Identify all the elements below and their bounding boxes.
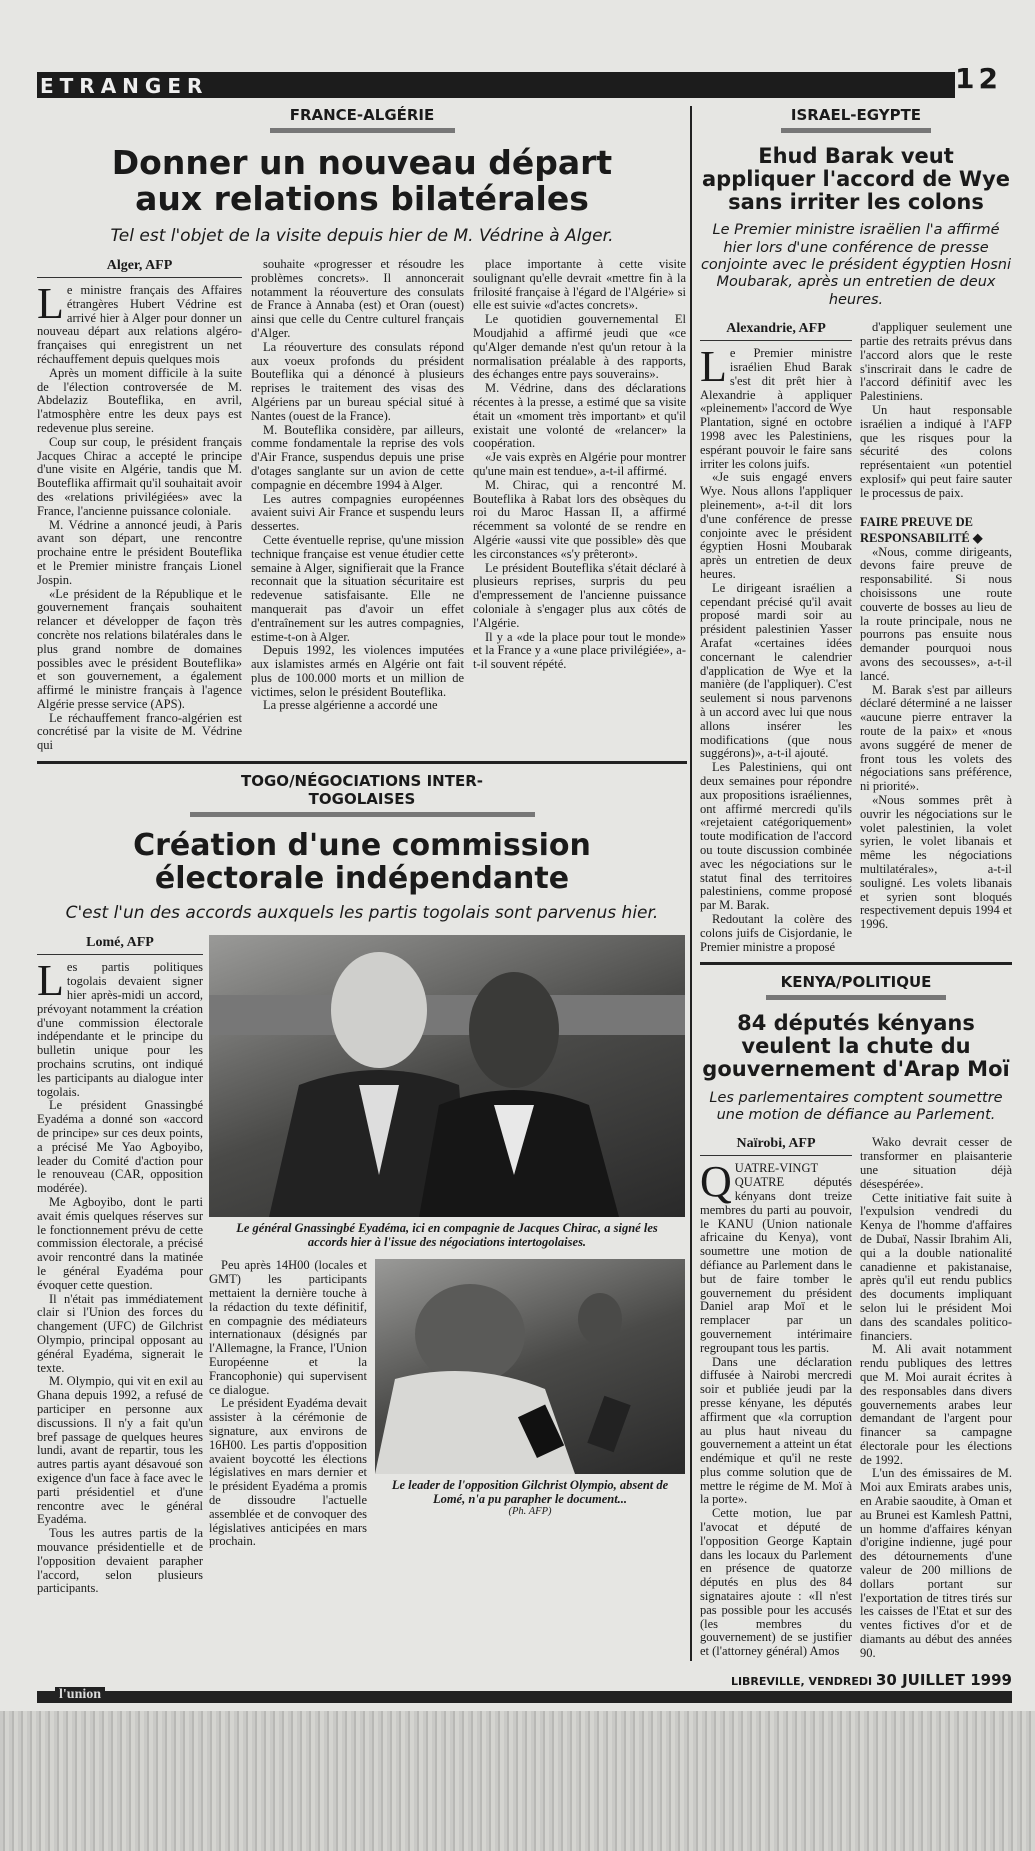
- kicker-israel-egypte: ISRAEL-EGYPTE: [781, 106, 931, 133]
- headline-israel-egypte: Ehud Barak veut appliquer l'accord de Wye sans irriter les colons: [701, 144, 1011, 215]
- paragraph: Les Palestiniens, qui ont deux semaines pour répondre aux propositions israéliennes, ont affirmé mercredi qu'ils «rejetaient catégoriquement» toute modification de l'accord ou toute discussion combinée avec les négociations sur le statut final des territoires palestiniens, comme proposé par M. Barak.: [700, 760, 852, 913]
- paragraph: Les partis politiques togolais devaient signer hier après-midi un accord, prévoyant notamment la création d'une commission électorale indépendante et le principe du bulletin unique pour les prochains scrutins, ont indiqué les participants au dialogue inter togolais.: [37, 956, 203, 1099]
- dateline: Naïrobi, AFP: [700, 1136, 852, 1156]
- dateline: Lomé, AFP: [37, 935, 203, 955]
- paragraph: Le dirigeant israélien a cependant précisé qu'il avait proposé mardi soir au président palestinien Yasser Arafat «certaines idées concernant le calendrier d'application de Wye et la manière (de l'appliquer). C'est seulement si nous parvenons à un accord avec lui que nous allons insérer les modifications (que nous suggérons)», a-t-il ajouté.: [700, 580, 852, 761]
- article-text: [37, 956, 203, 1596]
- issue-date: [731, 1671, 1012, 1691]
- togo-lower: [209, 1259, 685, 1549]
- subhead: FAIRE PREUVE DE RESPONSABILITÉ ◆: [860, 514, 983, 545]
- paragraph: Peu après 14H00 (locales et GMT) les participants mettaient la dernière touche à la rédaction du texte définitif, en compagnie des médiateurs internationaux (désignés par l'Allemagne, la France, l'Union Européenne et la Francophonie) qui supervisent ce dialogue.: [209, 1258, 367, 1397]
- paragraph: QUATRE-VINGT QUATRE députés kényans dont treize membres du parti au pouvoir, le KANU (Union nationale africaine du Kenya), vont soumettre une motion de défiance au Parlement dans le but de faire tomber le gouvernement du président Daniel arap Moï et le remplacer par un gouvernement intérimaire regroupant tous les partis.: [700, 1157, 852, 1355]
- page-header: [0, 0, 1035, 100]
- article-column: [860, 321, 1012, 932]
- paragraph: «Le président de la République et le gouvernement français souhaitent relancer et développer de façon très concrète nos relations bilatérales dans le plus grand nombre de domaines possibles avec le président Bouteflika» et son gouvernement, a également affirmé le ministre français à l'agence Algérie presse service (APS).: [37, 586, 242, 711]
- article-text: [860, 321, 1012, 500]
- divider: [700, 962, 1012, 965]
- dateline: Alger, AFP: [37, 258, 242, 278]
- article-france-algerie: [37, 258, 687, 753]
- article-text: [860, 1136, 1012, 1660]
- photo-olympio: [375, 1259, 685, 1474]
- article-kenya: [700, 1136, 1012, 1660]
- subtitle-togo: C'est l'un des accords auxquels les partis togolais sont parvenus hier.: [65, 903, 659, 924]
- paragraph: Le réchauffement franco-algérien est concrétisé par la visite de M. Védrine qui: [37, 710, 242, 753]
- paragraph: M. Ali avait notamment rendu publiques des lettres que M. Moi aurait écrites à des responsables dans divers gouvernements arabes leur demandant de l'argent pour financer sa campagne électorale pour les élections de 1992.: [860, 1342, 1012, 1467]
- subtitle-kenya: Les parlementaires comptent soumettre une motion de défiance au Parlement.: [709, 1089, 1003, 1123]
- paragraph: Le ministre français des Affaires étrangères Hubert Védrine est arrivé hier à Alger pour donner un nouveau départ aux relations algéro-françaises qui enregistrent un net réchauffement depuis quelques mois: [37, 278, 242, 366]
- headline-kenya: 84 députés kényans veulent la chute du gouvernement d'Arap Moï: [702, 1011, 1010, 1082]
- paragraph: L'un des émissaires de M. Moi aux Emirats arabes unis, en Arabie saoudite, à Oman et au Brunei est Kamlesh Pattni, un homme d'affaires kényan d'origine indienne, jugé pour des détournements d'une valeur de 200 millions de dollars portant sur l'exportation de titres tirés sur les caisses de l'Etat et sur des ventes fictives d'or et de diamants au début des années 90.: [860, 1466, 1012, 1660]
- article-text: [860, 546, 1012, 932]
- paragraph: Les autres compagnies européennes avaient suivi Air France et suspendu leurs dessertes.: [251, 491, 464, 534]
- photo-block: [375, 1259, 685, 1517]
- paragraph: M. Bouteflika considère, par ailleurs, comme fondamentale la reprise des vols d'Air France, suspendus depuis une prise d'otages sanglante sur un avion de cette compagnie en décembre 1994 à Alger.: [251, 422, 464, 492]
- paragraph: Après un moment difficile à la suite de l'élection controversée de M. Abdelaziz Bouteflika, en avril, l'atmosphère entre les deux pays est redevenue plus sereine.: [37, 365, 242, 435]
- paragraph: Il n'était pas immédiatement clair si l'Union des forces du changement (UFC) de Gilchrist Olympio, principal opposant au général Eyadéma, signerait le texte.: [37, 1291, 203, 1375]
- paragraph: Le quotidien gouvernemental El Moudjahid a affirmé jeudi que «ce qu'Alger demande n'est qu'un retour à la normalisation préalable à des rapports, des échanges entre pays souverains».: [473, 312, 686, 382]
- paragraph: Depuis 1992, les violences imputées aux islamistes armés en Algérie ont fait plus de 100.000 morts et un million de victimes, selon le président Bouteflika.: [251, 643, 464, 699]
- article-text: [700, 342, 852, 954]
- footer-bar: [37, 1671, 1012, 1703]
- paragraph: Me Agboyibo, dont le parti avait émis quelques réserves sur le fonctionnement prévu de cette commission électorale, a précisé avoir rencontré dans la matinée le général Eyadéma pour évoquer cette question.: [37, 1195, 203, 1292]
- newspaper-name: l'union: [55, 1687, 105, 1703]
- paragraph: La presse algérienne a accordé une: [263, 698, 438, 713]
- photo-caption: Le leader de l'opposition Gilchrist Olympio, absent de Lomé, n'a pu parapher le document...: [391, 1478, 669, 1507]
- kicker-togo: TOGO/NÉGOCIATIONS INTER-TOGOLAISES: [190, 772, 535, 817]
- issue-place-day: LIBREVILLE, VENDREDI: [730, 1674, 873, 1688]
- paragraph: Coup sur coup, le président français Jacques Chirac a accepté le principe d'une visite en Algérie, tandis que M. Bouteflika affirmait qu'il souhaitait avoir des «relations privilégiées» avec la France, l'ancienne puissance coloniale.: [37, 434, 242, 518]
- article-text: [37, 278, 242, 753]
- article-text: [209, 1259, 367, 1549]
- headline-france-algerie: Donner un nouveau départ aux relations bilatérales: [111, 143, 613, 219]
- scan-background: [0, 1711, 1035, 1851]
- photo-figures: [375, 1259, 685, 1474]
- page-body: [37, 106, 1012, 1661]
- subtitle-france-algerie: Tel est l'objet de la visite depuis hier de M. Védrine à Alger.: [110, 225, 614, 246]
- photo-eyadema-chirac: [209, 935, 685, 1217]
- subtitle-israel-egypte: Le Premier ministre israëlien l'a affirmé hier lors d'une conférence de presse conjointe avec le président égyptien Hosni Moubarak, après un entretien de deux heures.: [700, 222, 1012, 308]
- photo-credit: (Ph. AFP): [508, 1506, 552, 1518]
- paragraph: d'appliquer seulement une partie des retraits prévus dans l'accord alors que le reste s'inscrirait dans le cadre de l'accord définitif avec les Palestiniens.: [860, 320, 1012, 404]
- paragraph: «Nous, comme dirigeants, devons faire preuve de responsabilité. Si nous choisissons une route couverte de bosses au lieu de la route principale, nous ne pourrons pas ensuite nous demander pourquoi nous avons des secousses», a-t-il lancé.: [860, 544, 1012, 683]
- paragraph: place importante à cette visite soulignant qu'elle devrait «mettre fin à la frilosité française à l'égard de l'Algérie» si elle est suivie «d'actes concrets».: [473, 256, 686, 313]
- page-number: 12: [955, 62, 1002, 95]
- photo-figures: [209, 935, 685, 1217]
- paragraph: M. Barak s'est par ailleurs déclaré déterminé a ne laisser «aucune pierre entraver la route de la paix» et «nous avons suggéré de mener de front tous les volets des négociations sans préférence, ni priorité».: [860, 682, 1012, 794]
- paragraph: M. Védrine, dans des déclarations récentes à la presse, a estimé que sa visite était un «moment très important» et qu'il existait une volonté de «relancer» la coopération.: [473, 381, 686, 451]
- article-column: [700, 321, 852, 954]
- paragraph: «Nous sommes prêt à ouvrir les négociations sur le volet palestinien, la volet syrien, le volet libanais et même les négociations multilatérales», a-t-il souligné. Les volets libanais et syrien sont bloqués respectivement depuis 1994 et 1996.: [860, 792, 1012, 932]
- article-column: [37, 935, 203, 1596]
- paragraph: «Je vais exprès en Algérie pour montrer qu'une main est tendue», a-t-il affirmé.: [473, 450, 686, 478]
- headline-togo: Création d'une commission électorale indépendante: [133, 828, 591, 897]
- article-text: [473, 258, 686, 672]
- kicker-kenya: KENYA/POLITIQUE: [766, 973, 946, 1000]
- photo-caption: Le général Gnassingbé Eyadéma, ici en compagnie de Jacques Chirac, a signé les accords hier à l'issue des négociations intertogolaises.: [236, 1221, 658, 1250]
- paragraph: Cette initiative fait suite à l'expulsion vendredi du Kenya de l'homme d'affaires de Dubaï, Nassir Ibrahim Ali, qui a la double nationalité canadienne et pakistanaise, après qu'il eut rendu publics des documents impliquant selon lui le président Moi dans des scandales politico-financiers.: [860, 1190, 1012, 1343]
- article-israel-egypte: [700, 321, 1012, 954]
- article-text: [700, 1157, 852, 1659]
- paragraph: M. Védrine a annoncé jeudi, à Paris avant son départ, une rencontre prochaine entre le président Bouteflika et le Premier ministre français Lionel Jospin.: [37, 517, 242, 587]
- paragraph: Tous les autres partis de la mouvance présidentielle et de l'opposition devaient parapher l'accord, selon plusieurs participants.: [37, 1526, 203, 1596]
- paragraph: La réouverture des consulats répond aux voeux profonds du président Bouteflika qui a dénoncé à plusieurs reprises le traitement des visas des Algériens par un bureau spécial situé à Nantes (ouest de la France).: [251, 339, 464, 423]
- paragraph: M. Chirac, qui a rencontré M. Bouteflika à Rabat lors des obsèques du roi du Maroc Hassan II, a affirmé récemment sa volonté de se rendre en Algérie «aussi vite que possible» dès que les circonstances «s'y prêteront».: [473, 477, 686, 561]
- paragraph: Le président Bouteflika s'était déclaré à plusieurs reprises, surpris du peu d'empressement de l'ancienne puissance coloniale à s'engager plus aux côtés de l'Algérie.: [473, 560, 686, 630]
- paragraph: Redoutant la colère des colons juifs de Cisjordanie, le Premier ministre a proposé: [700, 911, 852, 954]
- divider: [37, 761, 687, 764]
- paragraph: Dans une déclaration diffusée à Nairobi mercredi soir et publiée jeudi par la presse kényane, les députés affirment que «la corruption au plus haut niveau du gouvernement a atteint un état endémique et qu'il ne reste plus comme solution que de mettre le régime de M. Moï à la porte».: [700, 1354, 852, 1507]
- article-togo: [37, 935, 687, 1596]
- paragraph: Le Premier ministre israélien Ehud Barak s'est dit prêt hier à Alexandrie à appliquer «pleinement» l'accord de Wye Plantation, signé en octobre 1998 avec les Palestiniens, espérant pouvoir le faire sans irriter les colons juifs.: [700, 342, 852, 471]
- paragraph: souhaite «progresser et résoudre les problèmes concrets». Il annoncerait notamment la réouverture des consulats de France à Annaba (est) et Oran (ouest) ainsi que celle du Centre culturel français d'Alger.: [251, 256, 464, 340]
- paragraph: Il y a «de la place pour tout le monde» et la France y a «une place privilégiée», a-t-il souvent répété.: [473, 629, 686, 672]
- paragraph: Cette motion, lue par l'avocat et député de l'opposition George Kaptain dans les locaux du Parlement en présence de quatorze députés en plus des 84 signataires ajoute : «Il n'est pas possible pour les accusés (les membres du gouvernement) de se justifier et (l'attorney général) Amos: [700, 1506, 852, 1659]
- paragraph: Un haut responsable israélien a indiqué à l'AFP que les risques pour la sécurité des colons représentaient «un potentiel explosif» qui peut faire sauter le processus de paix.: [860, 403, 1012, 500]
- dateline: Alexandrie, AFP: [700, 321, 852, 341]
- left-area: [37, 106, 690, 1661]
- togo-right: [209, 935, 685, 1549]
- section-title: ETRANGER: [40, 74, 209, 98]
- article-text: [251, 258, 464, 713]
- paragraph: Wako devrait cesser de transformer en plaisanterie une situation déjà désespérée».: [860, 1135, 1012, 1191]
- paragraph: Cette éventuelle reprise, qu'une mission technique française est venue étudier cette semaine à Alger, signifierait que la France reconnait que la situation sécuritaire est redevenue satisfaisante. Elle ne manquerait pas d'avoir un effet d'entraînement sur les autres compagnies, estime-t-on à Alger.: [251, 532, 464, 644]
- paragraph: M. Olympio, qui vit en exil au Ghana depuis 1992, a refusé de participer en personne aux discussions. Il n'y a fait qu'un bref passage de quelques heures lundi, avant de repartir, tous les autres partis ayant désavoué son exigence d'un face à face avec le parti présidentiel et d'une rencontre avec le général Eyadéma.: [37, 1374, 203, 1527]
- article-column: [700, 1136, 852, 1659]
- paragraph: Le président Gnassingbé Eyadéma a donné son «accord de principe» sur ces deux points, a précisé Me Yao Agboyibo, leader du Comité d'action pour le renouveau (CAR, opposition modérée).: [37, 1098, 203, 1196]
- article-column: [37, 258, 242, 753]
- kicker-france-algerie: FRANCE-ALGÉRIE: [270, 106, 455, 133]
- right-area: [690, 106, 1012, 1661]
- paragraph: «Je suis engagé envers Wye. Nous allons l'appliquer pleinement», a-t-il dit lors d'une conférence de presse conjointe avec le président égyptien Hosni Moubarak après un entretien de deux heures.: [700, 470, 852, 581]
- issue-date-value: 30 JUILLET 1999: [875, 1670, 1012, 1689]
- paragraph: Le président Eyadéma devait assister à la cérémonie de signature, aux environs de 16H00. Les partis d'opposition avaient boycotté les élections législatives en mars dernier et le président Eyadéma a promis de dissoudre l'actuelle assemblée et de convoquer des législatives anticipées en mars prochain.: [209, 1396, 367, 1549]
